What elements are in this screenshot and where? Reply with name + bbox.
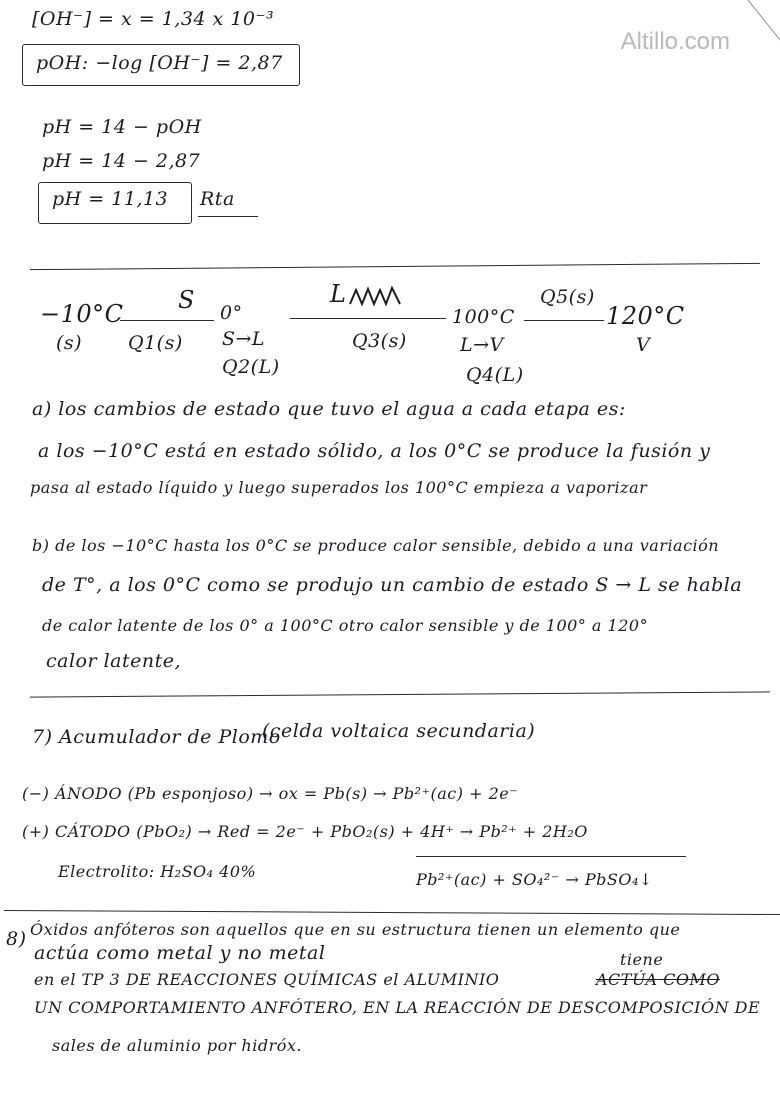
scribble-icon xyxy=(348,284,408,310)
rta-underline xyxy=(198,216,258,217)
divider-1 xyxy=(30,263,760,270)
q7-underline xyxy=(416,856,686,857)
answer-b-line2: de T°, a los 0°C como se produjo un cambio de estado S → L se habla xyxy=(42,574,743,596)
answer-a-line1: a) los cambios de estado que tuvo el agua a cada etapa es: xyxy=(32,398,626,420)
q7-title: 7) Acumulador de Plomo xyxy=(32,726,281,748)
change-l-v: L→V xyxy=(460,334,504,356)
q4-label: Q4(L) xyxy=(466,364,524,386)
q3-label: Q3(s) xyxy=(352,330,407,352)
q7-anode: (−) ÁNODO (Pb esponjoso) → ox = Pb(s) → Pb²⁺(ac) + 2e⁻ xyxy=(22,784,519,803)
q7-precipitation: Pb²⁺(ac) + SO₄²⁻ → PbSO₄↓ xyxy=(416,870,653,889)
q7-cathode: (+) CÁTODO (PbO₂) → Red = 2e⁻ + PbO₂(s) + 4H⁺ → Pb²⁺ + 2H₂O xyxy=(22,822,588,841)
segment1-label: S xyxy=(178,286,195,314)
temp-100: 100°C xyxy=(452,306,515,328)
temp-minus-10: −10°C xyxy=(40,300,124,328)
answer-b-line1: b) de los −10°C hasta los 0°C se produce calor sensible, debido a una variación xyxy=(32,536,720,555)
oh-concentration-line: [OH⁻] = x = 1,34 x 10⁻³ xyxy=(32,8,275,30)
q8-line4: UN COMPORTAMIENTO ANFÓTERO, EN LA REACCIÓN DE DESCOMPOSICIÓN DE xyxy=(34,998,761,1017)
poh-line: pOH: −log [OH⁻] = 2,87 xyxy=(36,52,283,74)
ph-formula-line: pH = 14 − pOH xyxy=(42,116,202,138)
answer-a-line3: pasa al estado líquido y luego superados los 100°C empieza a vaporizar xyxy=(30,478,648,497)
watermark: Altillo.com xyxy=(620,28,730,55)
segment2-line xyxy=(290,318,446,319)
segment1-line xyxy=(120,320,214,321)
q8-above: tiene xyxy=(620,950,664,969)
temp-zero: 0° xyxy=(220,302,243,324)
q7-electrolyte: Electrolito: H₂SO₄ 40% xyxy=(58,862,257,881)
ph-answer: pH = 11,13 xyxy=(52,188,169,210)
answer-b-line3: de calor latente de los 0° a 100°C otro calor sensible y de 100° a 120° xyxy=(42,616,649,635)
q8-line1: Óxidos anfóteros son aquellos que en su estructura tienen un elemento que xyxy=(30,920,681,939)
temp-120: 120°C xyxy=(606,302,685,330)
q7-paren: (celda voltaica secundaria) xyxy=(262,720,536,742)
rta-label: Rta xyxy=(200,188,235,210)
segment2-label: L xyxy=(330,280,347,308)
q8-line2: actúa como metal y no metal xyxy=(34,942,326,964)
state-vapor: V xyxy=(636,334,651,356)
ph-substitution-line: pH = 14 − 2,87 xyxy=(42,150,201,172)
q1-label: Q1(s) xyxy=(128,332,183,354)
q5-label: Q5(s) xyxy=(540,286,595,308)
divider-3 xyxy=(4,910,780,915)
q8-line5: sales de aluminio por hidróx. xyxy=(52,1036,302,1055)
q8-line3: en el TP 3 DE REACCIONES QUÍMICAS el ALUMINIO xyxy=(34,970,500,989)
q2-label: Q2(L) xyxy=(222,356,280,378)
change-s-l: S→L xyxy=(222,328,266,350)
answer-a-line2: a los −10°C está en estado sólido, a los 0°C se produce la fusión y xyxy=(38,440,711,462)
state-solid: (s) xyxy=(56,332,83,354)
q8-number: 8) xyxy=(6,928,27,950)
segment3-line xyxy=(524,320,604,321)
folded-corner-icon xyxy=(740,0,780,55)
divider-2 xyxy=(30,691,770,697)
q8-struck-word: ACTÚA COMO xyxy=(596,970,720,989)
answer-b-line4: calor latente, xyxy=(46,650,182,672)
